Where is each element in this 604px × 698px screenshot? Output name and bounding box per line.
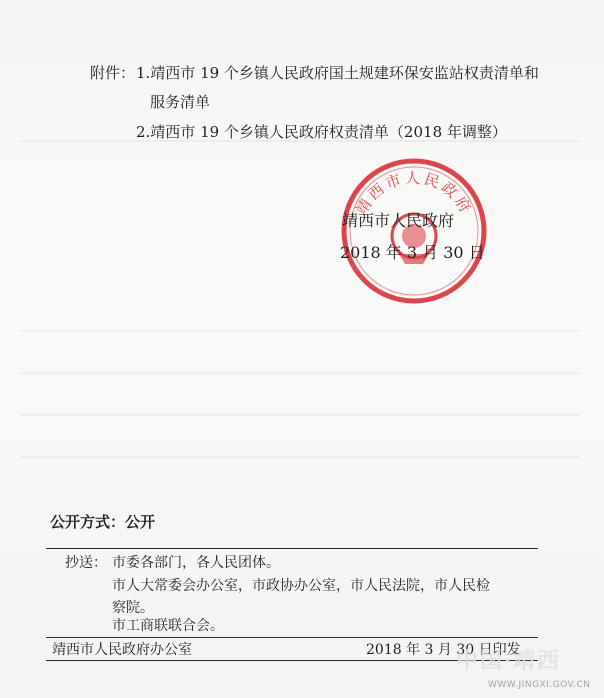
divider-middle (46, 637, 538, 638)
bleed-through-line (20, 372, 580, 374)
attachments-label: 附件： (90, 64, 136, 82)
attachment-item-1: 1.靖西市 19 个乡镇人民政府国土规建环保安监站权责清单和 (136, 64, 539, 82)
attachment-item-2: 2.靖西市 19 个乡镇人民政府权责清单（2018 年调整） (136, 123, 507, 141)
cc-line-2: 市人大常委会办公室，市政协办公室，市人民法院，市人民检 (112, 578, 490, 594)
disclosure-label: 公开方式： (50, 513, 126, 531)
cc-label: 抄送： (65, 555, 107, 571)
footer-print-date: 2018 年 3 月 30 日印发 (366, 642, 521, 658)
seal-text: 靖西市人民政府 (352, 169, 476, 219)
cc-line-2-continued: 察院。 (112, 600, 154, 616)
issue-date: 2018 年 3 月 30 日 (340, 243, 485, 262)
divider-top (46, 548, 538, 549)
issuing-organization: 靖西市人民政府 (342, 211, 455, 230)
cc-line-1: 市委各部门，各人民团体。 (112, 555, 280, 571)
watermark-url: WWW.JINGXI.GOV.CN (488, 680, 591, 690)
footer-office: 靖西市人民政府办公室 (52, 642, 192, 658)
cc-line-3: 市工商联联合会。 (112, 618, 224, 634)
disclosure-method (50, 511, 155, 532)
disclosure-value: 公开 (125, 513, 156, 531)
bleed-through-line (20, 330, 580, 332)
official-seal (339, 156, 489, 306)
watermark-title: 中国·靖西 (456, 649, 561, 674)
bleed-through-line (20, 414, 580, 416)
bleed-through-line (20, 456, 580, 458)
attachment-item-1-continued: 服务清单 (150, 93, 211, 111)
